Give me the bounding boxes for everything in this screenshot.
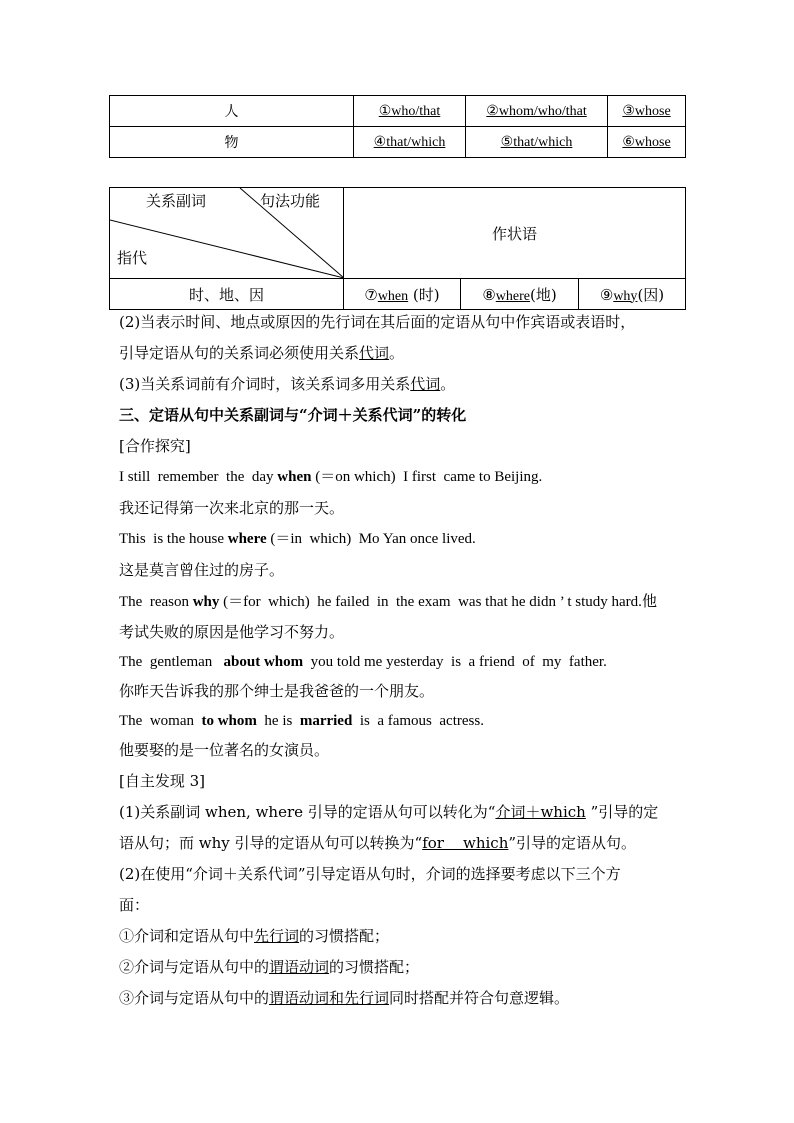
cell-where: ⑧where(地) xyxy=(461,279,579,310)
table-row xyxy=(110,96,686,127)
discovery-2-line-1: (2)在使用“介词＋关系代词”引导定语从句时，介词的选择要考虑以下三个方 xyxy=(119,865,621,883)
function-adverbial: 作状语 xyxy=(344,188,686,279)
relative-adverb-table xyxy=(109,187,686,310)
example-1-chinese: 我还记得第一次来北京的那一天。 xyxy=(119,499,345,517)
example-3-english: The reason why (＝for which) he failed in the exam was that he didn ’ t study hard.他 xyxy=(119,592,657,610)
rule-2-line-1: (2)当表示时间、地点或原因的先行词在其后面的定语从句中作宾语或表语时， xyxy=(119,313,636,331)
example-2-chinese: 这是莫言曾住过的房子。 xyxy=(119,561,285,579)
rule-2-line-2: 引导定语从句的关系词必须使用关系代词。 xyxy=(119,344,405,362)
example-4-english: The gentleman about whom you told me yesterday is a friend of my father. xyxy=(119,654,607,670)
table-row xyxy=(110,279,686,310)
row-head-person: 人 xyxy=(110,96,354,127)
point-1: ①介词和定语从句中先行词的习惯搭配； xyxy=(119,927,390,945)
cell-object-thing: ⑤that/which xyxy=(466,127,608,158)
example-2-english: This is the house where (＝in which) Mo Yan once lived. xyxy=(119,531,476,547)
header-syntactic-function: 句法功能 xyxy=(260,192,321,210)
discovery-2-line-2: 面： xyxy=(119,896,150,914)
row-head-thing: 物 xyxy=(110,127,354,158)
point-2: ②介词与定语从句中的谓语动词的习惯搭配； xyxy=(119,958,420,976)
example-5-english: The woman to whom he is married is a famous actress. xyxy=(119,713,484,729)
rule-3: (3)当关系词前有介词时，该关系词多用关系代词。 xyxy=(119,375,456,393)
cell-why: ⑨why(因) xyxy=(579,279,686,310)
table-row xyxy=(110,127,686,158)
relative-pronoun-table xyxy=(109,95,686,158)
header-relative-adverb: 关系副词 xyxy=(146,192,207,210)
example-1-english: I still remember the day when (＝on which) I first came to Beijing. xyxy=(119,469,543,485)
cell-possessive-person: ③whose xyxy=(608,96,686,127)
self-discovery-label: [自主发现 3] xyxy=(119,772,206,790)
section-heading: 三、定语从句中关系副词与“介词＋关系代词”的转化 xyxy=(119,406,467,424)
cell-when: ⑦when (时) xyxy=(344,279,461,310)
example-4-chinese: 你昨天告诉我的那个绅士是我爸爸的一个朋友。 xyxy=(119,682,435,700)
discovery-1-line-2: 语从句；而 why 引导的定语从句可以转换为“for which”引导的定语从句。 xyxy=(119,834,637,852)
header-reference: 指代 xyxy=(117,249,148,267)
cell-object-person: ②whom/who/that xyxy=(466,96,608,127)
example-3-chinese: 考试失败的原因是他学习不努力。 xyxy=(119,623,345,641)
point-3: ③介词与定语从句中的谓语动词和先行词同时搭配并符合句意逻辑。 xyxy=(119,989,570,1007)
cell-subject-person: ①who/that xyxy=(354,96,466,127)
row-head-time-place-reason: 时、地、因 xyxy=(110,279,344,310)
cooperative-exploration-label: [合作探究] xyxy=(119,437,191,455)
diagonal-header-cell xyxy=(110,188,344,279)
example-5-chinese: 他要娶的是一位著名的女演员。 xyxy=(119,741,330,759)
cell-possessive-thing: ⑥whose xyxy=(608,127,686,158)
discovery-1-line-1: (1)关系副词 when, where 引导的定语从句可以转化为“介词＋which ”引导的定 xyxy=(119,803,659,821)
cell-subject-thing: ④that/which xyxy=(354,127,466,158)
table-row xyxy=(110,188,686,279)
